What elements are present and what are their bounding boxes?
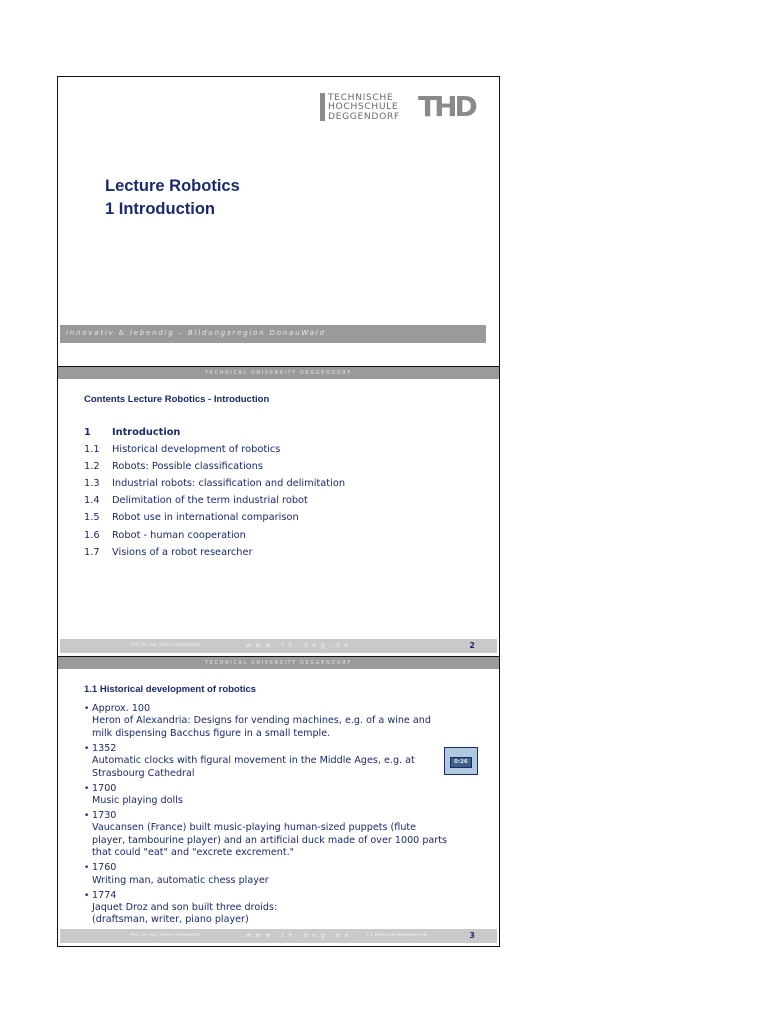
list-item bbox=[84, 783, 484, 808]
table-of-contents bbox=[84, 427, 345, 564]
list-item bbox=[84, 862, 484, 887]
item-line: player, tambourine player) and an artificial duck made of over 1000 parts bbox=[92, 834, 448, 846]
toc-item[interactable] bbox=[84, 530, 345, 547]
item-line: 1760 bbox=[92, 862, 117, 874]
footer-author: Prof. Dr.-Ing. Stefan Scherbarth bbox=[130, 933, 201, 938]
toc-item[interactable] bbox=[84, 495, 345, 512]
toc-item[interactable] bbox=[84, 461, 345, 478]
footer-url[interactable]: w w w . t h - d e g . d e bbox=[246, 932, 350, 939]
item-line: Writing man, automatic chess player bbox=[92, 874, 269, 886]
slide-heading: Contents Lecture Robotics - Introduction bbox=[84, 394, 270, 405]
toc-item[interactable] bbox=[84, 427, 345, 444]
slide-footer bbox=[60, 639, 497, 653]
item-line: 1774 bbox=[92, 889, 117, 901]
bullet-icon: • bbox=[84, 890, 90, 901]
contents-slide bbox=[57, 366, 500, 657]
video-duration: 0:26 bbox=[450, 757, 472, 768]
lecture-title bbox=[105, 175, 240, 221]
item-line: 1352 bbox=[92, 742, 117, 754]
item-line: that could "eat" and "excrete excrement." bbox=[92, 847, 295, 859]
toc-number: 1.5 bbox=[84, 512, 100, 524]
logo-text: TECHNISCHE HOCHSCHULE DEGGENDORF bbox=[328, 92, 400, 122]
slide-footer bbox=[60, 929, 497, 943]
lecture-title-line2: 1 Introduction bbox=[105, 200, 215, 218]
bullet-icon: • bbox=[84, 811, 90, 822]
slide-heading: 1.1 Historical development of robotics bbox=[84, 684, 257, 695]
toc-number: 1.2 bbox=[84, 461, 100, 473]
footer-author: Prof. Dr.-Ing. Stefan Scherbarth bbox=[130, 643, 201, 648]
list-item bbox=[84, 810, 484, 860]
footer-url[interactable]: w w w . t h - d e g . d e bbox=[246, 642, 350, 649]
toc-number: 1.4 bbox=[84, 495, 100, 507]
item-line: Vaucansen (France) built music-playing human-sized puppets (flute bbox=[92, 822, 417, 834]
toc-item[interactable] bbox=[84, 478, 345, 495]
history-list bbox=[84, 703, 484, 929]
footer-section: 1.1 Historical development bbox=[366, 933, 427, 938]
thd-logo bbox=[320, 90, 490, 123]
tagline: innovativ & lebendig – Bildungsregion DonauWald bbox=[66, 329, 326, 337]
toc-label: Historical development of robotics bbox=[112, 444, 281, 456]
tagline-bar bbox=[60, 325, 486, 343]
title-slide bbox=[57, 76, 500, 367]
list-item bbox=[84, 703, 484, 740]
item-line: Music playing dolls bbox=[92, 795, 183, 807]
toc-label: Delimitation of the term industrial robot bbox=[112, 495, 308, 507]
history-slide bbox=[57, 656, 500, 947]
item-line: 1700 bbox=[92, 782, 117, 794]
item-line: milk dispensing Bacchus figure in a small temple. bbox=[92, 727, 331, 739]
toc-item[interactable] bbox=[84, 444, 345, 461]
item-line: Heron of Alexandria: Designs for vending machines, e.g. of a wine and bbox=[92, 715, 431, 727]
list-item bbox=[84, 743, 484, 780]
logo-bar bbox=[320, 93, 325, 121]
item-line: Approx. 100 bbox=[92, 703, 151, 714]
toc-number: 1.7 bbox=[84, 546, 100, 558]
university-header: TECHNICAL UNIVERSITY DEGGENDORF bbox=[58, 367, 499, 379]
item-line: Strasbourg Cathedral bbox=[92, 767, 195, 779]
list-item bbox=[84, 890, 484, 927]
toc-item[interactable] bbox=[84, 547, 345, 564]
logo-mark: THD bbox=[418, 90, 475, 123]
toc-item[interactable] bbox=[84, 512, 345, 529]
item-line: (draftsman, writer, piano player) bbox=[92, 914, 249, 926]
toc-number: 1.6 bbox=[84, 529, 100, 541]
lecture-title-line1: Lecture Robotics bbox=[105, 177, 240, 195]
toc-label: Robots: Possible classifications bbox=[112, 461, 263, 473]
toc-label: Industrial robots: classification and delimitation bbox=[112, 478, 346, 490]
toc-number: 1.1 bbox=[84, 444, 100, 456]
toc-label: Robot - human cooperation bbox=[112, 529, 246, 541]
university-header: TECHNICAL UNIVERSITY DEGGENDORF bbox=[58, 657, 499, 669]
page-number: 3 bbox=[469, 931, 475, 940]
video-thumbnail[interactable] bbox=[444, 747, 478, 775]
bullet-icon: • bbox=[84, 704, 90, 714]
item-line: 1730 bbox=[92, 810, 117, 822]
toc-label: Introduction bbox=[112, 427, 181, 438]
toc-number: 1 bbox=[84, 427, 91, 438]
bullet-icon: • bbox=[84, 863, 90, 874]
item-line: Automatic clocks with figural movement in the Middle Ages, e.g. at bbox=[92, 755, 415, 767]
toc-number: 1.3 bbox=[84, 478, 100, 490]
page-number: 2 bbox=[469, 641, 475, 650]
item-line: Jaquet Droz and son built three droids: bbox=[92, 902, 278, 914]
bullet-icon: • bbox=[84, 783, 90, 794]
toc-label: Visions of a robot researcher bbox=[112, 546, 253, 558]
toc-label: Robot use in international comparison bbox=[112, 512, 299, 524]
bullet-icon: • bbox=[84, 743, 90, 754]
